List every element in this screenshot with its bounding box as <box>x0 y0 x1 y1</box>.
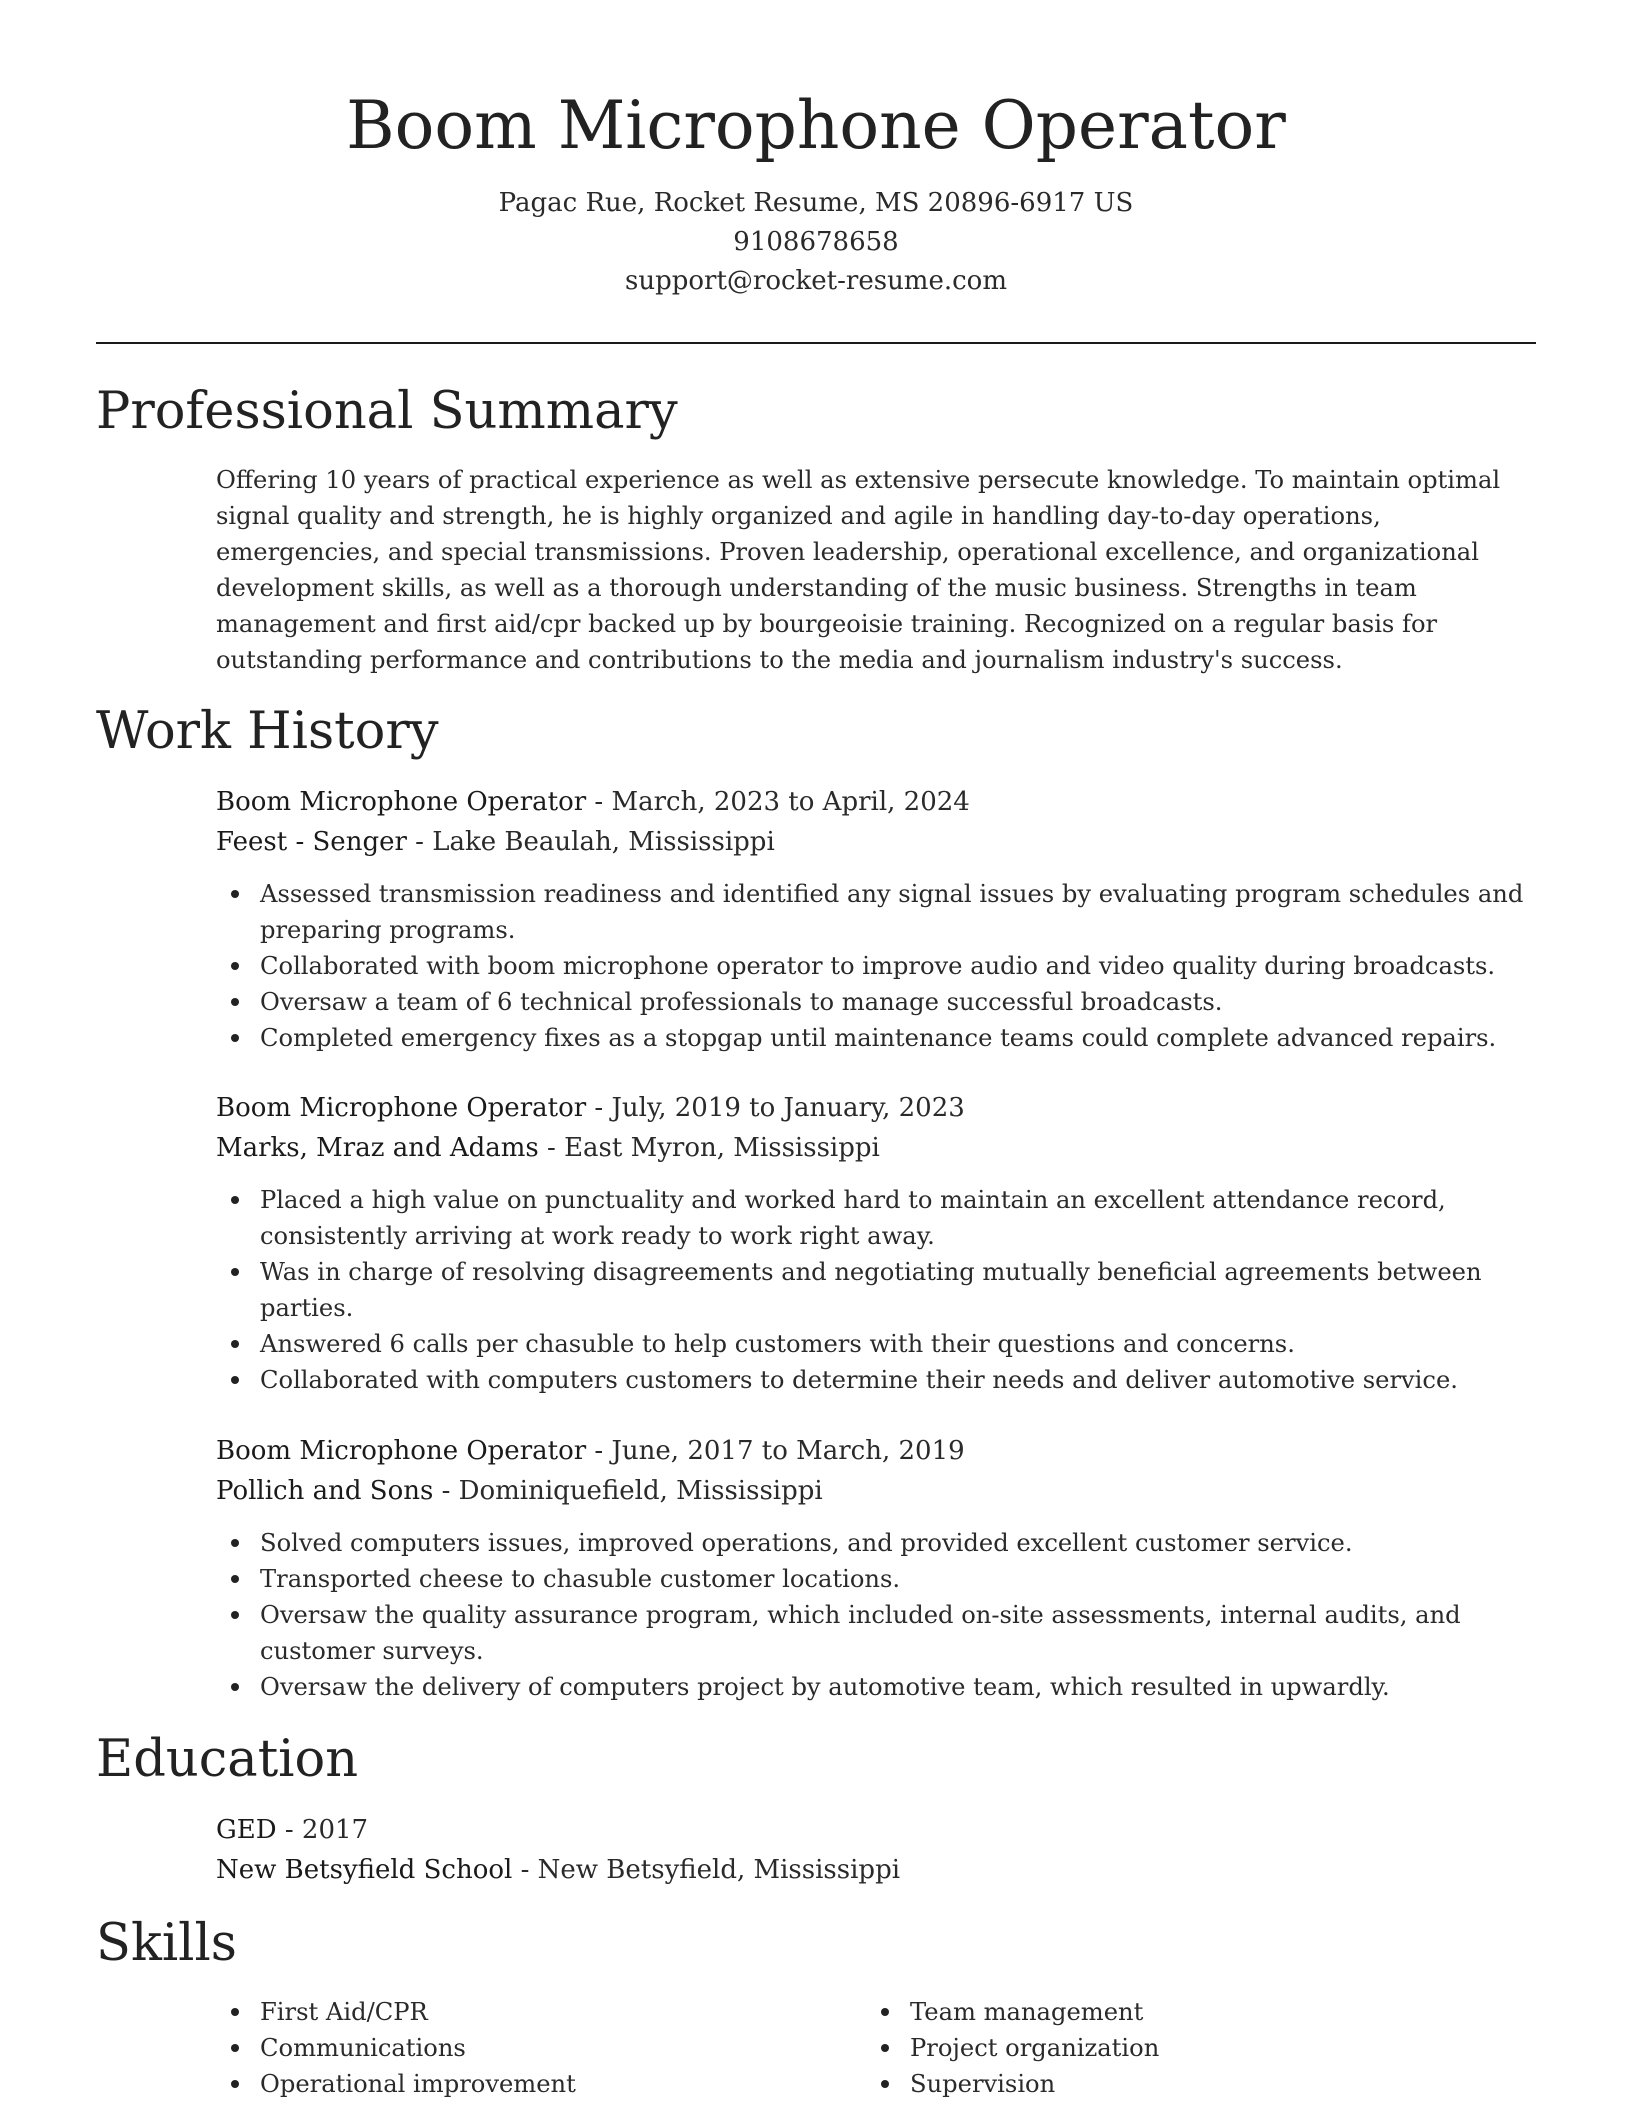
job-title-line <box>216 1088 1538 1128</box>
job-title-line <box>216 1431 1538 1471</box>
job-bullet: Oversaw a team of 6 technical professionals to manage successful broadcasts. <box>260 984 1538 1020</box>
contact-address: Pagac Rue, Rocket Resume, MS 20896-6917 US <box>498 188 1134 218</box>
skills-column-left <box>216 1994 866 2102</box>
skill-item: Project organization <box>910 2030 1516 2066</box>
job-dates: - March, 2023 to April, 2024 <box>586 787 970 817</box>
job-location: - Dominiquefield, Mississippi <box>433 1476 823 1506</box>
job-employer-line <box>216 1471 1538 1511</box>
skills-bullets <box>216 1994 866 2102</box>
job-company: Pollich and Sons <box>216 1476 434 1506</box>
job-bullet: Placed a high value on punctuality and worked hard to maintain an excellent attendance record, consistently arriving at work ready to work right away. <box>260 1182 1538 1254</box>
job-employer-line <box>216 1128 1538 1168</box>
skill-item: Operational improvement <box>260 2066 866 2102</box>
job-employer-line <box>216 822 1538 862</box>
contact-email: support@rocket-resume.com <box>624 266 1007 296</box>
education-year: - 2017 <box>276 1815 369 1845</box>
job-role: Boom Microphone Operator <box>216 1436 587 1466</box>
candidate-name: Boom Microphone Operator <box>346 87 1286 164</box>
job-bullet: Collaborated with computers customers to determine their needs and deliver automotive service. <box>260 1362 1538 1398</box>
education-location: - New Betsyfield, Mississippi <box>512 1855 901 1885</box>
contact-phone: 9108678658 <box>733 227 899 257</box>
skills-column-right <box>866 1994 1516 2102</box>
job-dates: - July, 2019 to January, 2023 <box>586 1093 965 1123</box>
job-dates: - June, 2017 to March, 2019 <box>586 1436 965 1466</box>
job-location: - Lake Beaulah, Mississippi <box>406 827 775 857</box>
job-company: Feest - Senger <box>216 827 407 857</box>
job-role: Boom Microphone Operator <box>216 787 587 817</box>
job-entry <box>216 1431 1538 1705</box>
job-bullets <box>216 876 1538 1056</box>
job-company: Marks, Mraz and Adams <box>216 1133 539 1163</box>
job-bullet: Transported cheese to chasuble customer locations. <box>260 1561 1538 1597</box>
job-location: - East Myron, Mississippi <box>538 1133 880 1163</box>
education-school: New Betsyfield School <box>216 1855 513 1885</box>
job-bullet: Answered 6 calls per chasuble to help customers with their questions and concerns. <box>260 1326 1538 1362</box>
job-role: Boom Microphone Operator <box>216 1093 587 1123</box>
job-bullet: Was in charge of resolving disagreements and negotiating mutually beneficial agreements between parties. <box>260 1254 1538 1326</box>
job-bullet: Oversaw the delivery of computers project by automotive team, which resulted in upwardly. <box>260 1669 1538 1705</box>
education-school-line <box>216 1850 1538 1890</box>
skill-item: Team management <box>910 1994 1516 2030</box>
education-entry <box>216 1810 1538 1890</box>
job-bullets <box>216 1525 1538 1705</box>
skill-item: Supervision <box>910 2066 1516 2102</box>
job-bullet: Completed emergency fixes as a stopgap until maintenance teams could complete advanced repairs. <box>260 1020 1538 1056</box>
header-divider <box>96 342 1536 344</box>
job-bullets <box>216 1182 1538 1398</box>
skills-list <box>216 1994 1538 2102</box>
resume-header <box>96 80 1536 301</box>
job-bullet: Solved computers issues, improved operations, and provided excellent customer service. <box>260 1525 1538 1561</box>
section-title-education: Education <box>96 1730 359 1789</box>
job-title-line <box>216 782 1538 822</box>
section-title-skills: Skills <box>96 1914 237 1973</box>
skills-bullets <box>866 1994 1516 2102</box>
section-title-summary: Professional Summary <box>96 382 678 441</box>
job-bullet: Collaborated with boom microphone operator to improve audio and video quality during broadcasts. <box>260 948 1538 984</box>
job-entry <box>216 1088 1538 1398</box>
job-bullet: Oversaw the quality assurance program, which included on-site assessments, internal audits, and customer surveys. <box>260 1597 1538 1669</box>
job-bullet: Assessed transmission readiness and identified any signal issues by evaluating program schedules and preparing programs. <box>260 876 1538 948</box>
education-degree: GED <box>216 1815 277 1845</box>
job-entry <box>216 782 1538 1056</box>
skill-item: Communications <box>260 2030 866 2066</box>
section-title-work-history: Work History <box>96 702 439 761</box>
skill-item: First Aid/CPR <box>260 1994 866 2030</box>
summary-text: Offering 10 years of practical experience as well as extensive persecute knowledge. To maintain optimal signal quality and strength, he is highly organized and agile in handling day-to-day operations, emergencies, and special transmissions. Proven leadership, operational excellence, and organizational development skills, as well as a thorough understanding of the music business. Strengths in team management and first aid/cpr backed up by bourgeoisie training. Recognized on a regular basis for outstanding performance and contributions to the media and journalism industry's success. <box>216 466 1501 674</box>
education-degree-line <box>216 1810 1538 1850</box>
